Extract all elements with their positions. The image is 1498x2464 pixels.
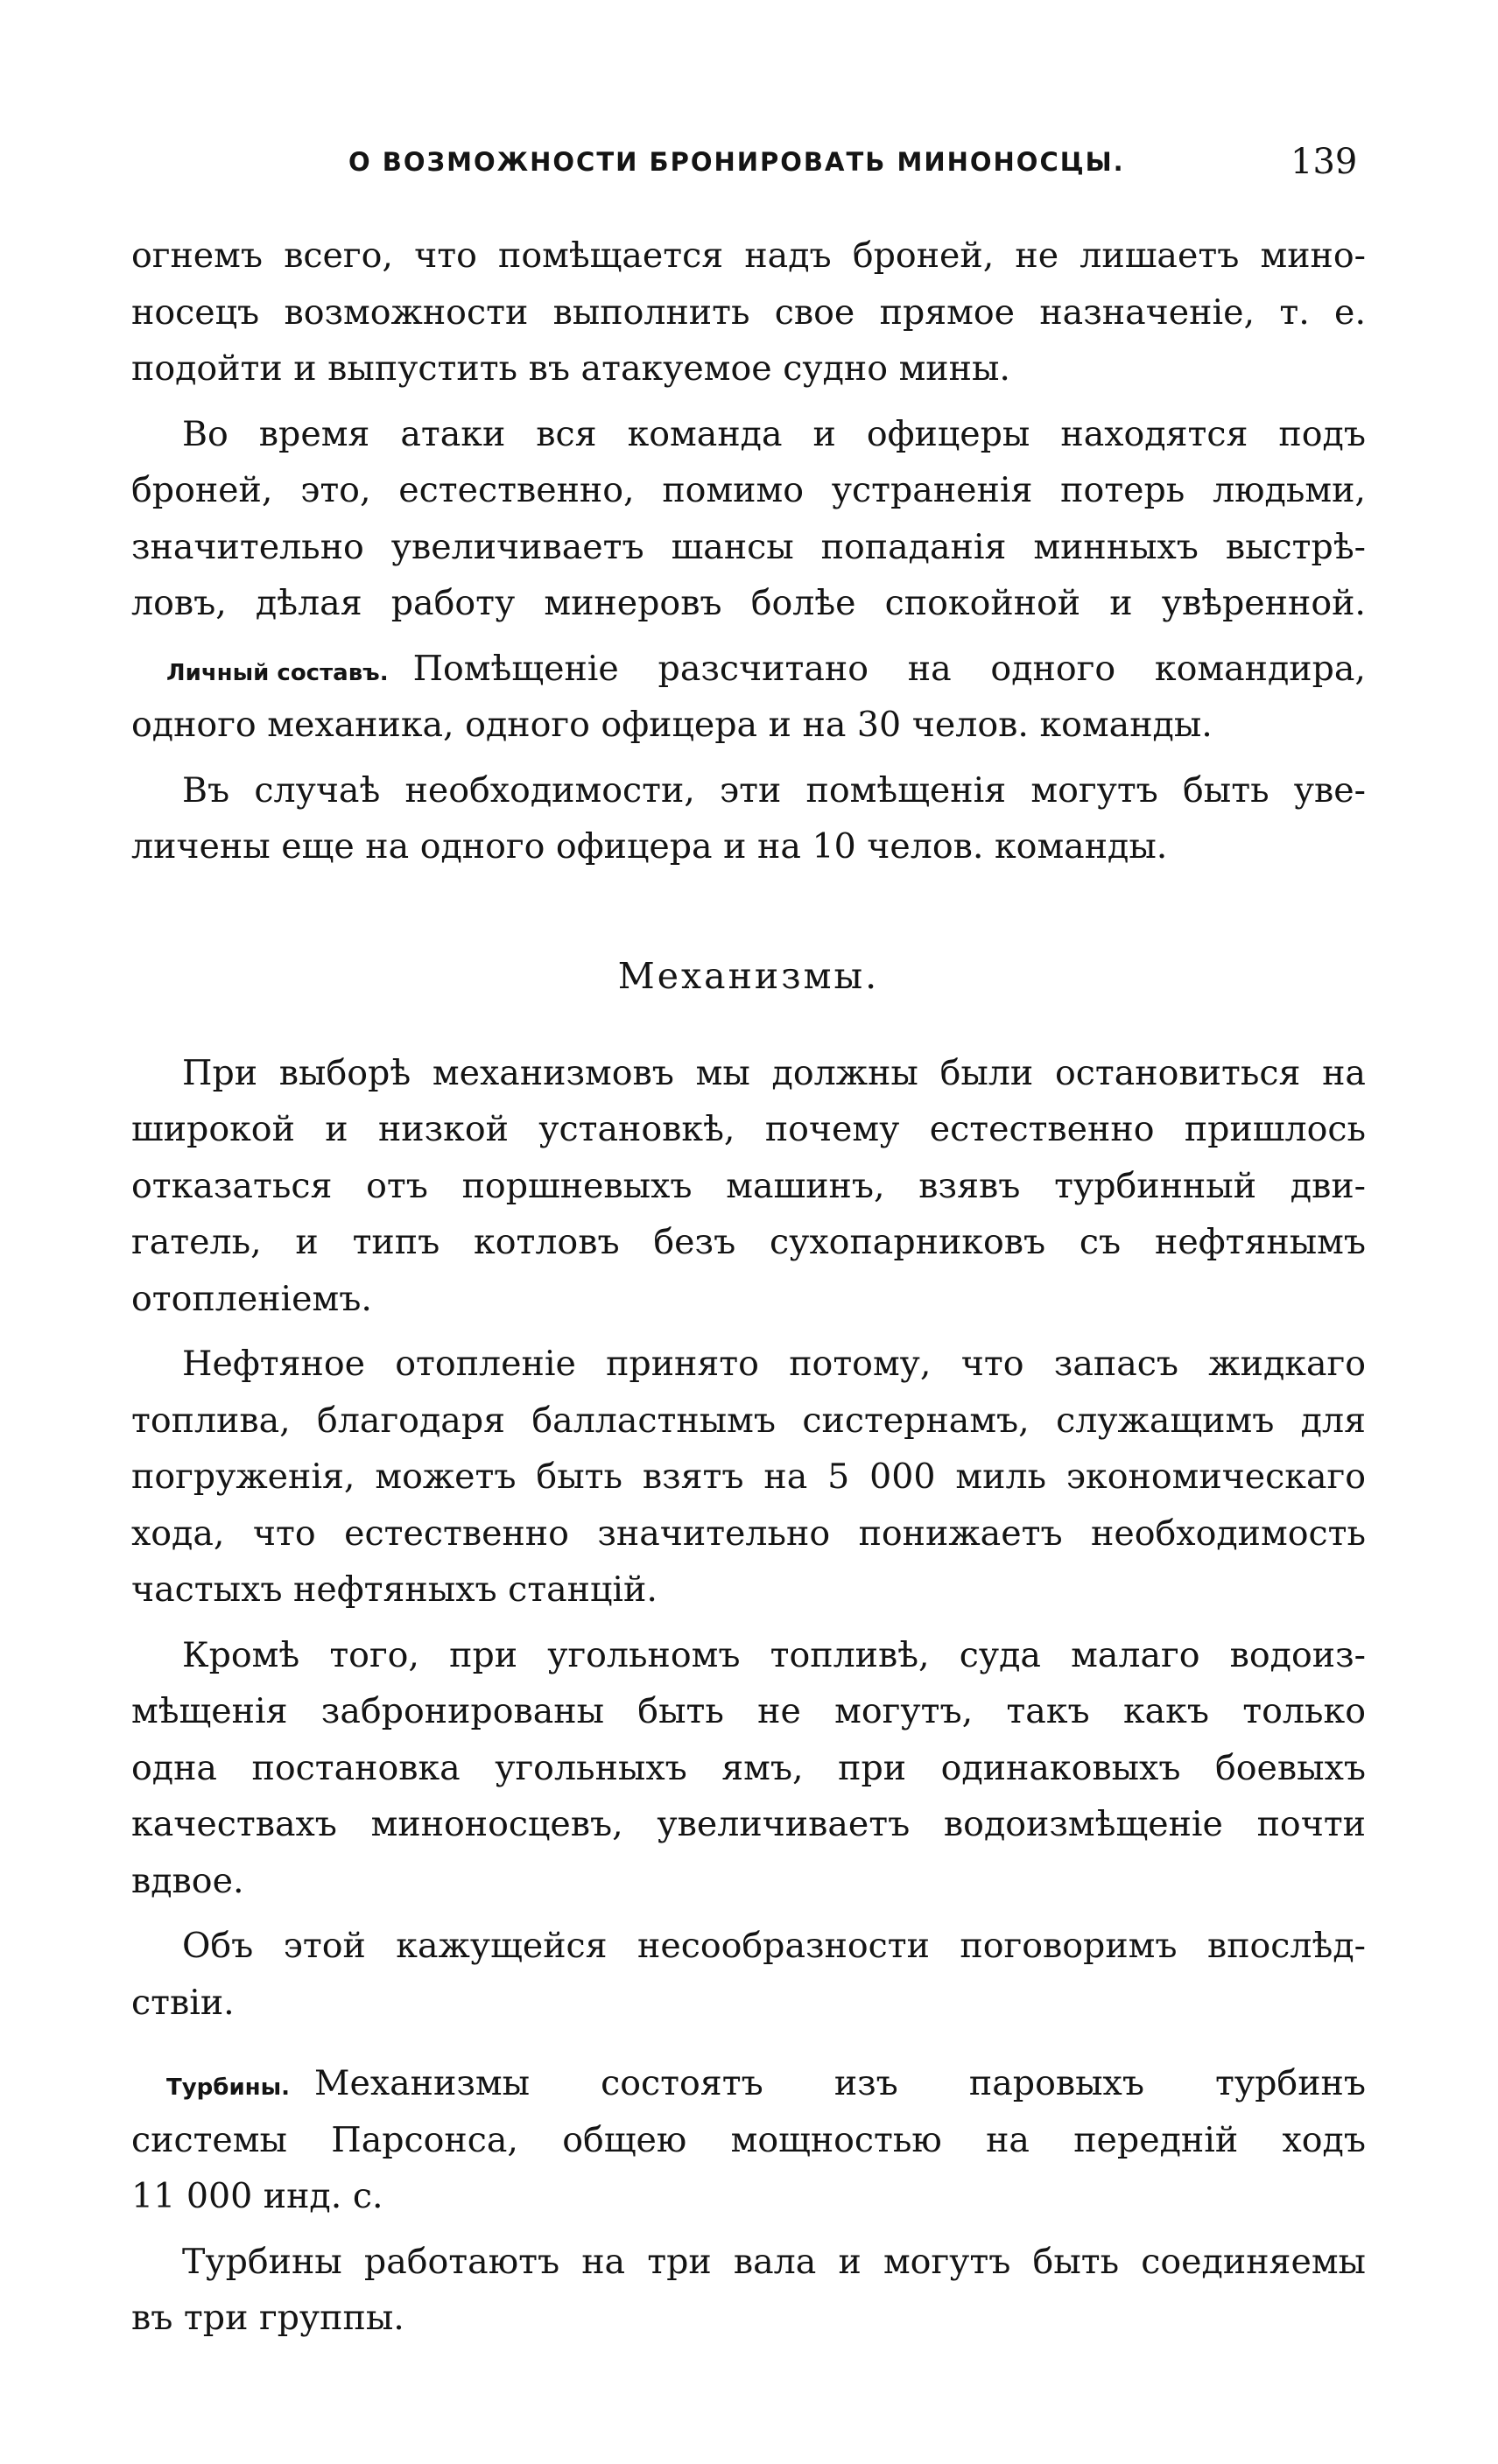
paragraph xyxy=(131,1045,1366,1328)
text-line: огнемъ всего, что помѣщается надъ броней, не лишаетъ мино- xyxy=(131,235,1366,276)
body-text xyxy=(131,228,1366,2355)
paragraph xyxy=(131,1627,1366,1910)
text-line: ловъ, дѣлая работу минеровъ болѣе спокойной и увѣренной. xyxy=(131,583,1366,623)
text-line: личены еще на одного офицера и на 10 челов. команды. xyxy=(131,826,1168,867)
text-line: Турбины работаютъ на три вала и могутъ быть соединяемы xyxy=(182,2241,1366,2282)
text-line: 11 000 инд. с. xyxy=(131,2176,383,2216)
paragraph xyxy=(131,641,1366,754)
text-line: въ три группы. xyxy=(131,2298,404,2338)
marginal-note: Турбины. xyxy=(166,2074,291,2101)
text-fragment: Механизмы состоятъ изъ паровыхъ турбинъ xyxy=(314,2063,1366,2103)
text-line: топлива, благодаря балластнымъ систернамъ, служащимъ для xyxy=(131,1400,1366,1441)
running-title: О ВОЗМОЖНОСТИ БРОНИРОВАТЬ МИНОНОСЦЫ. xyxy=(348,147,1125,177)
text-line: подойти и выпустить въ атакуемое судно мины. xyxy=(131,348,1010,389)
text-line: одного механика, одного офицера и на 30 челов. команды. xyxy=(131,705,1213,745)
text-line xyxy=(131,641,1366,698)
paragraph xyxy=(131,762,1366,875)
text-line: броней, это, естественно, помимо устраненія потерь людьми, xyxy=(131,470,1366,510)
text-line xyxy=(131,2055,1366,2112)
page-header xyxy=(0,142,1498,194)
text-line: хода, что естественно значительно понижаетъ необходимость xyxy=(131,1513,1366,1554)
text-line: широкой и низкой установкѣ, почему естественно пришлось xyxy=(131,1109,1366,1149)
text-line: значительно увеличиваетъ шансы попаданія минныхъ выстрѣ- xyxy=(131,526,1366,567)
text-line: одна постановка угольныхъ ямъ, при одинаковыхъ боевыхъ xyxy=(131,1747,1366,1788)
text-line: качествахъ миноносцевъ, увеличиваетъ водоизмѣщеніе почти xyxy=(131,1804,1366,1844)
text-line: При выборѣ механизмовъ мы должны были остановиться на xyxy=(182,1052,1366,1093)
text-line: частыхъ нефтяныхъ станцій. xyxy=(131,1569,658,1610)
paragraph xyxy=(131,2234,1366,2347)
text-line: отопленіемъ. xyxy=(131,1278,372,1319)
text-line: вдвое. xyxy=(131,1860,244,1901)
text-line: Кромѣ того, при угольномъ топливѣ, суда малаго водоиз- xyxy=(182,1634,1366,1675)
text-line: мѣщенія забронированы быть не могутъ, такъ какъ только xyxy=(131,1691,1366,1731)
text-line: Въ случаѣ необходимости, эти помѣщенія могутъ быть уве- xyxy=(182,769,1366,811)
paragraph xyxy=(131,228,1366,397)
section-title: Механизмы. xyxy=(617,954,880,997)
text-line: Нефтяное отопленіе принято потому, что запасъ жидкаго xyxy=(182,1344,1366,1384)
marginal-note: Личный составъ. xyxy=(166,659,389,686)
text-fragment: Помѣщеніе разсчитано на одного командира, xyxy=(412,648,1366,689)
paragraph xyxy=(131,1336,1366,1618)
text-line: отказаться отъ поршневыхъ машинъ, взявъ турбинный дви- xyxy=(131,1165,1366,1206)
text-line: гатель, и типъ котловъ безъ сухопарниковъ съ нефтянымъ xyxy=(131,1222,1366,1262)
text-line: Во время атаки вся команда и офицеры находятся подъ xyxy=(182,413,1366,454)
text-line: погруженія, можетъ быть взятъ на 5 000 миль экономическаго xyxy=(131,1457,1366,1497)
paragraph xyxy=(131,1918,1366,2031)
paragraph xyxy=(131,406,1366,632)
text-line: Объ этой кажущейся несообразности поговоримъ впослѣд- xyxy=(182,1926,1366,1966)
text-line: носецъ возможности выполнить свое прямое назначеніе, т. е. xyxy=(131,291,1366,333)
text-line: ствіи. xyxy=(131,1982,235,2023)
paragraph xyxy=(131,2055,1366,2225)
text-line: системы Парсонса, общею мощностью на передній ходъ xyxy=(131,2119,1366,2160)
spacer xyxy=(131,2039,1366,2055)
page-number: 139 xyxy=(1291,142,1358,182)
